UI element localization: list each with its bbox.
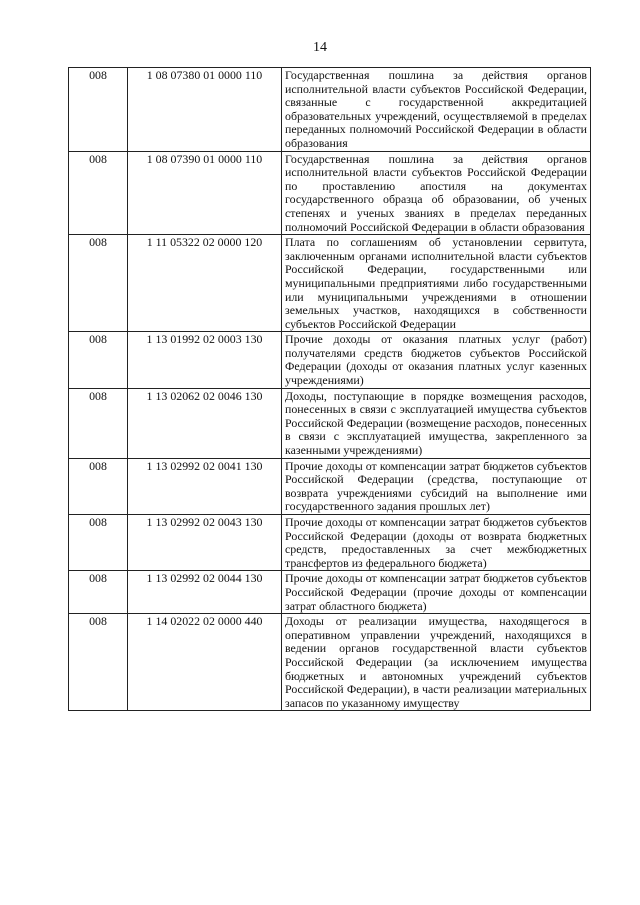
table-row (69, 235, 591, 332)
budget-code-cell: 1 08 07390 01 0000 110 (128, 151, 282, 235)
table-row (69, 614, 591, 711)
description-cell: Прочие доходы от оказания платных услуг (работ) получателями средств бюджетов субъектов Российской Федерации (доходы от оказания платных услуг казенных учреждениями) (282, 332, 591, 388)
budget-code-cell: 1 13 02992 02 0043 130 (128, 515, 282, 571)
budget-code-cell: 1 13 02062 02 0046 130 (128, 388, 282, 458)
admin-code-cell: 008 (69, 515, 128, 571)
description-cell: Государственная пошлина за действия органов исполнительной власти субъектов Российской Федерации, связанные с государственной аккредитацией образовательных учреждений, осуществляемой в пределах переданных полномочий Российской Федерации в области образования (282, 68, 591, 152)
admin-code-cell: 008 (69, 68, 128, 152)
description-cell: Плата по соглашениям об установлении сервитута, заключенным органами исполнительной власти субъектов Российской Федерации, государственными или муниципальными предприятиями либо государственными или муниципальными учреждениями в отношении земельных участков, находящихся в собственности субъектов Российской Федерации (282, 235, 591, 332)
table-row (69, 332, 591, 388)
budget-code-cell: 1 11 05322 02 0000 120 (128, 235, 282, 332)
table-row (69, 151, 591, 235)
admin-code-cell: 008 (69, 151, 128, 235)
description-cell: Государственная пошлина за действия органов исполнительной власти субъектов Российской Федерации по проставлению апостиля на документах государственного образца об образовании, об ученых степенях и ученых званиях в пределах переданных полномочий Российской Федерации в области образования (282, 151, 591, 235)
description-cell: Доходы, поступающие в порядке возмещения расходов, понесенных в связи с эксплуатацией имущества субъектов Российской Федерации (возмещение расходов, понесенных в связи с эксплуатацией имущества, закрепленного за казенными учреждениями) (282, 388, 591, 458)
description-cell: Доходы от реализации имущества, находящегося в оперативном управлении учреждений, находящихся в ведении органов государственной власти субъектов Российской Федерации (за исключением имущества бюджетных и автономных учреждений субъектов Российской Федерации), в части реализации материальных запасов по указанному имуществу (282, 614, 591, 711)
budget-code-cell: 1 13 02992 02 0044 130 (128, 571, 282, 614)
table-row (69, 458, 591, 514)
description-cell: Прочие доходы от компенсации затрат бюджетов субъектов Российской Федерации (доходы от возврата бюджетных средств, предоставленных за счет межбюджетных трансфертов из федерального бюджета) (282, 515, 591, 571)
table-row (69, 388, 591, 458)
page-number: 14 (313, 40, 327, 55)
admin-code-cell: 008 (69, 571, 128, 614)
description-cell: Прочие доходы от компенсации затрат бюджетов субъектов Российской Федерации (средства, поступающие от возврата учреждениями субсидий на выполнение ими государственного задания прошлых лет) (282, 458, 591, 514)
admin-code-cell: 008 (69, 458, 128, 514)
table-row (69, 571, 591, 614)
admin-code-cell: 008 (69, 614, 128, 711)
admin-code-cell: 008 (69, 235, 128, 332)
budget-code-cell: 1 14 02022 02 0000 440 (128, 614, 282, 711)
table-row (69, 68, 591, 152)
admin-code-cell: 008 (69, 388, 128, 458)
admin-code-cell: 008 (69, 332, 128, 388)
table-row (69, 515, 591, 571)
table-body (69, 68, 591, 711)
description-cell: Прочие доходы от компенсации затрат бюджетов субъектов Российской Федерации (прочие доходы от компенсации затрат областного бюджета) (282, 571, 591, 614)
budget-code-cell: 1 13 01992 02 0003 130 (128, 332, 282, 388)
budget-code-cell: 1 13 02992 02 0041 130 (128, 458, 282, 514)
revenue-code-table (68, 67, 591, 711)
budget-code-cell: 1 08 07380 01 0000 110 (128, 68, 282, 152)
